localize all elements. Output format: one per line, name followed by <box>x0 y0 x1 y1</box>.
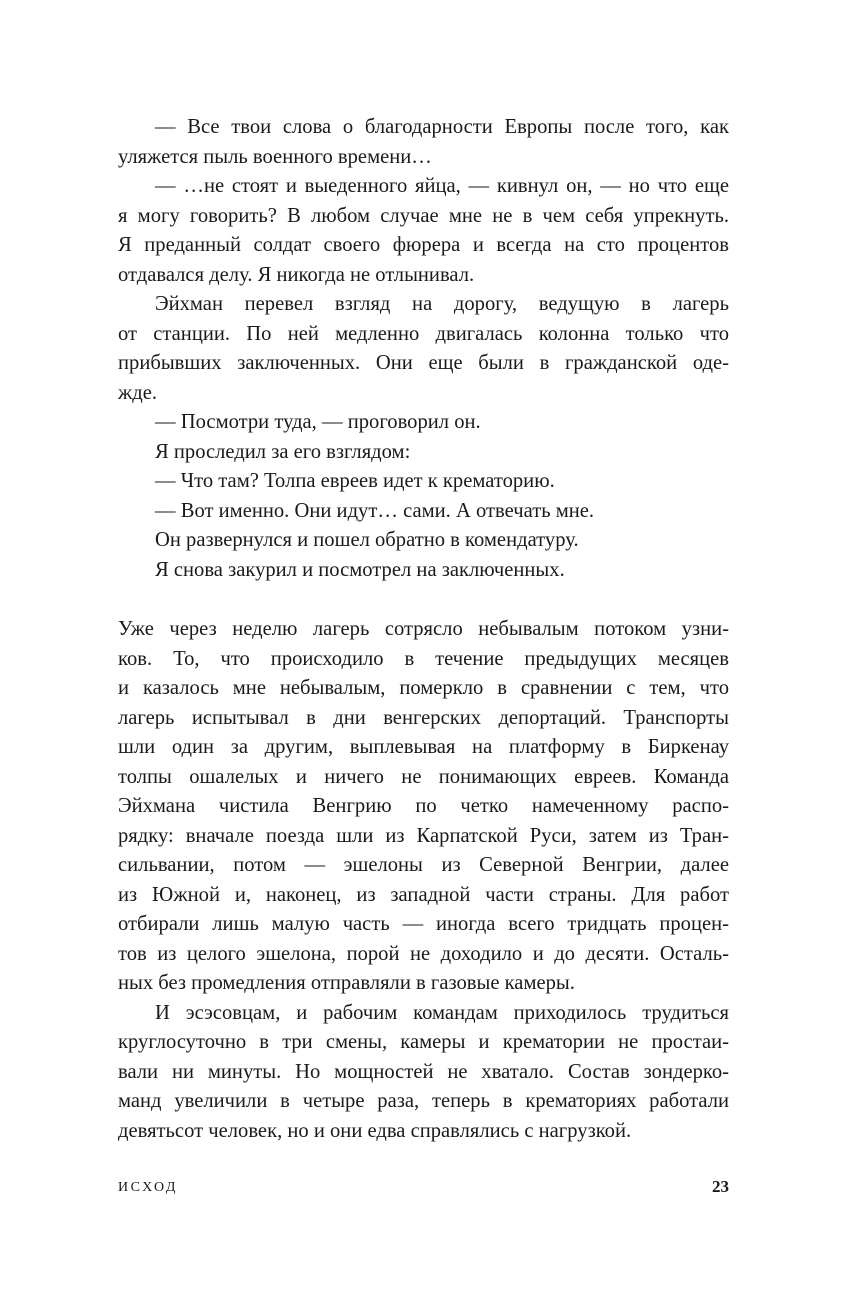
page-number: 23 <box>712 1177 729 1196</box>
narrative-section <box>118 615 729 1146</box>
text-line: Он развернулся и пошел обратно в комендатуру. <box>155 529 579 551</box>
text-line: и казалось мне небывалым, померкло в сравнении с тем, что <box>118 677 729 699</box>
text-line: отдавался делу. Я никогда не отлынивал. <box>118 263 475 286</box>
text-line: жде. <box>118 381 157 404</box>
text-line: вали ни минуты. Но мощностей не хватало. Состав зондерко- <box>118 1060 729 1083</box>
text-line: Я проследил за его взглядом: <box>155 440 411 463</box>
text-line: манд увеличили в четыре раза, теперь в крематориях работали <box>118 1090 729 1112</box>
section-break <box>118 585 729 615</box>
text-line: уляжется пыль военного времени… <box>118 145 432 168</box>
text-line: отбирали лишь малую часть — иногда всего тридцать процен- <box>118 913 729 935</box>
text-line: я могу говорить? В любом случае мне не в чем себя упрекнуть. <box>118 204 729 227</box>
text-line: от станции. По ней медленно двигалась колонна только что <box>118 322 729 345</box>
page-body <box>118 113 729 1146</box>
text-line: — Что там? Толпа евреев идет к крематорию. <box>155 470 555 492</box>
text-line: Уже через неделю лагерь сотрясло небывалым потоком узни- <box>118 618 729 640</box>
text-line: тов из целого эшелона, порой не доходило и до десяти. Осталь- <box>118 942 729 965</box>
text-line: — Посмотри туда, — проговорил он. <box>155 411 481 433</box>
text-line: шли один за другим, выплевывая на платформу в Биркенау <box>118 736 729 758</box>
text-line: Эйхман перевел взгляд на дорогу, ведущую в лагерь <box>155 293 729 315</box>
text-line: — …не стоят и выеденного яйца, — кивнул он, — но что еще <box>155 175 729 197</box>
text-line: ных без промедления отправляли в газовые камеры. <box>118 972 575 994</box>
text-line: — Все твои слова о благодарности Европы после того, как <box>155 116 729 138</box>
text-line: Я преданный солдат своего фюрера и всегда на сто процентов <box>118 234 729 256</box>
text-line: — Вот именно. Они идут… сами. А отвечать мне. <box>155 499 595 522</box>
text-line: из Южной и, наконец, из западной части страны. Для работ <box>118 883 729 906</box>
dialogue-section <box>118 113 729 585</box>
text-line: девятьсот человек, но и они едва справлялись с нагрузкой. <box>118 1119 632 1142</box>
text-line: толпы ошалелых и ничего не понимающих евреев. Команда <box>118 765 729 788</box>
text-line: рядку: вначале поезда шли из Карпатской Руси, затем из Тран- <box>118 824 729 847</box>
text-line: сильвании, потом — эшелоны из Северной Венгрии, далее <box>118 854 729 876</box>
text-line: И эсэсовцам, и рабочим командам приходилось трудиться <box>155 1001 729 1024</box>
text-line: Эйхмана чистила Венгрию по четко намеченному распо- <box>118 795 729 817</box>
text-line: ков. То, что происходило в течение предыдущих месяцев <box>118 647 729 670</box>
text-line: круглосуточно в три смены, камеры и крематории не простаи- <box>118 1031 729 1053</box>
text-line: лагерь испытывал в дни венгерских депортаций. Транспорты <box>118 706 729 729</box>
text-line: Я снова закурил и посмотрел на заключенных. <box>155 558 565 581</box>
running-title: ИСХОД <box>118 1180 178 1195</box>
text-line: прибывших заключенных. Они еще были в гражданской оде- <box>118 352 729 374</box>
